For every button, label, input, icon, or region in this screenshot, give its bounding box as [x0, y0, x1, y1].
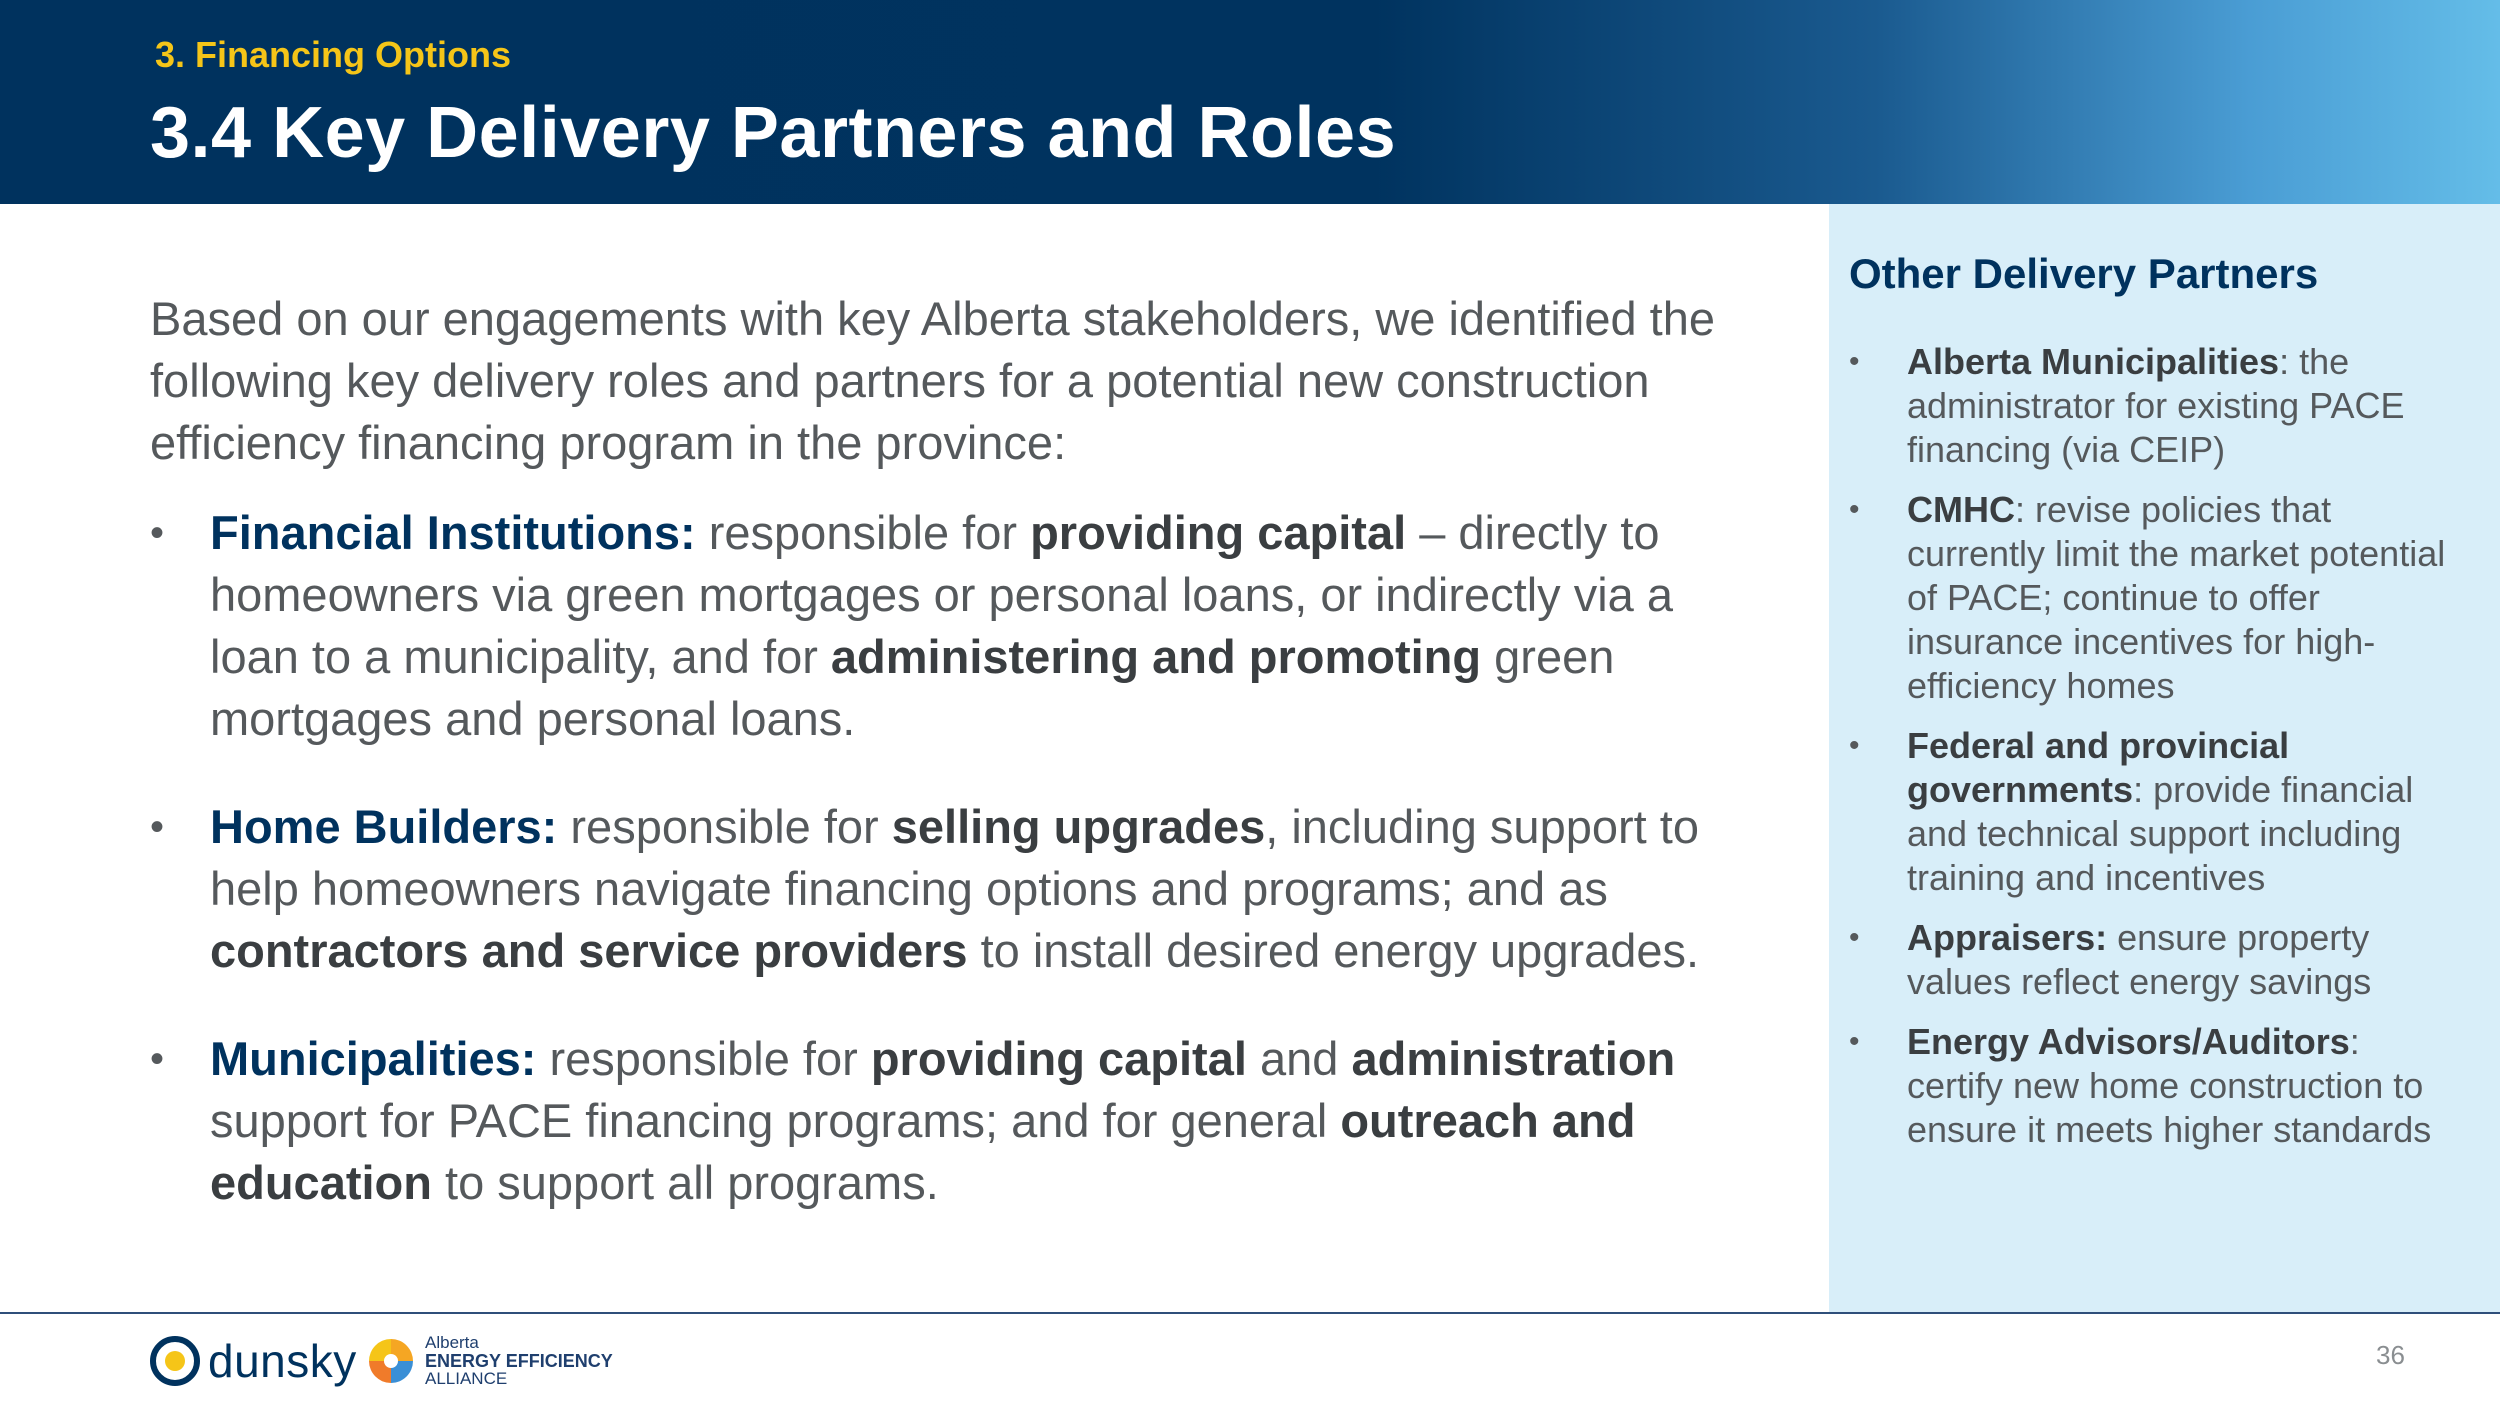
other-partners-list: [1849, 340, 2449, 1168]
role-text: responsible for: [557, 800, 892, 853]
bullet-icon: •: [1849, 1025, 1860, 1058]
partner-text: : certify new home construction to ensure it meets higher standards: [1907, 1021, 2432, 1150]
list-item: [1849, 916, 2449, 1004]
partner-term: Energy Advisors/Auditors: [1907, 1021, 2350, 1062]
role-emphasis: providing capital: [870, 1032, 1247, 1085]
partner-term: Appraisers:: [1907, 917, 2108, 958]
role-term: Financial Institutions:: [210, 506, 696, 559]
partner-text: : the administrator for existing PACE financing (via CEIP): [1907, 341, 2405, 470]
aeea-logo: [365, 1326, 613, 1396]
list-item: [1849, 488, 2449, 708]
list-item: [150, 796, 1770, 982]
partner-term: CMHC: [1907, 489, 2015, 530]
dunsky-logo: [150, 1333, 357, 1389]
role-text: and: [1246, 1032, 1352, 1085]
role-term: Home Builders:: [210, 800, 558, 853]
delivery-roles-list: [150, 502, 1770, 1260]
role-text: support for PACE financing programs; and for general: [210, 1094, 1341, 1147]
aeea-line3: ALLIANCE: [425, 1369, 508, 1388]
partner-text: : provide financial and technical support including training and incentives: [1907, 769, 2414, 898]
role-text: to support all programs.: [431, 1156, 939, 1209]
footer-divider: [0, 1312, 2500, 1314]
role-text: – directly to homeowners via green mortgages or personal loans, or indirectly via a loan to a municipality, and for: [210, 506, 1673, 683]
bullet-icon: •: [150, 511, 165, 555]
role-text: green mortgages and personal loans.: [210, 630, 1615, 745]
role-term: Municipalities:: [210, 1032, 537, 1085]
aeea-logo-mark-icon: [365, 1335, 417, 1387]
bullet-icon: •: [1849, 493, 1860, 526]
dunsky-wordmark: dunsky: [208, 1335, 357, 1387]
role-text: , including support to help homeowners navigate financing options and programs; and as: [210, 800, 1699, 915]
partner-text: ensure property values reflect energy savings: [1907, 917, 2372, 1002]
partner-term: Alberta Municipalities: [1907, 341, 2280, 382]
role-text: responsible for: [695, 506, 1031, 559]
role-emphasis: contractors and service providers: [210, 924, 968, 977]
bullet-icon: •: [150, 805, 165, 849]
bullet-icon: •: [1849, 345, 1860, 378]
role-emphasis: providing capital: [1030, 506, 1407, 559]
section-label: 3. Financing Options: [155, 34, 512, 75]
page-title: 3.4 Key Delivery Partners and Roles: [150, 93, 1397, 173]
role-text: to install desired energy upgrades.: [967, 924, 1700, 977]
aeea-line2: ENERGY EFFICIENCY: [425, 1351, 613, 1371]
role-emphasis: selling upgrades: [891, 800, 1266, 853]
role-emphasis: outreach and education: [210, 1094, 1636, 1209]
partner-term: Federal and provincial governments: [1907, 725, 2290, 810]
list-item: [150, 1028, 1770, 1214]
bullet-icon: •: [1849, 921, 1860, 954]
intro-paragraph: Based on our engagements with key Alberta stakeholders, we identified the following key delivery roles and partners for a potential new construction efficiency financing program in the province:: [150, 292, 1716, 469]
role-emphasis: administering and promoting: [830, 630, 1482, 683]
list-item: [1849, 340, 2449, 472]
list-item: [1849, 1020, 2449, 1152]
bullet-icon: •: [1849, 729, 1860, 762]
aeea-line1: Alberta: [425, 1333, 479, 1352]
bullet-icon: •: [150, 1037, 165, 1081]
page-number: 36: [2376, 1340, 2405, 1370]
sidebar-title: Other Delivery Partners: [1849, 250, 2319, 297]
partner-text: : revise policies that currently limit the market potential of PACE; continue to offer insurance incentives for high-efficiency homes: [1907, 489, 2446, 706]
role-text: responsible for: [536, 1032, 871, 1085]
list-item: [1849, 724, 2449, 900]
role-emphasis: administration: [1351, 1032, 1676, 1085]
dunsky-logo-mark-icon: [150, 1336, 200, 1386]
list-item: [150, 502, 1770, 750]
